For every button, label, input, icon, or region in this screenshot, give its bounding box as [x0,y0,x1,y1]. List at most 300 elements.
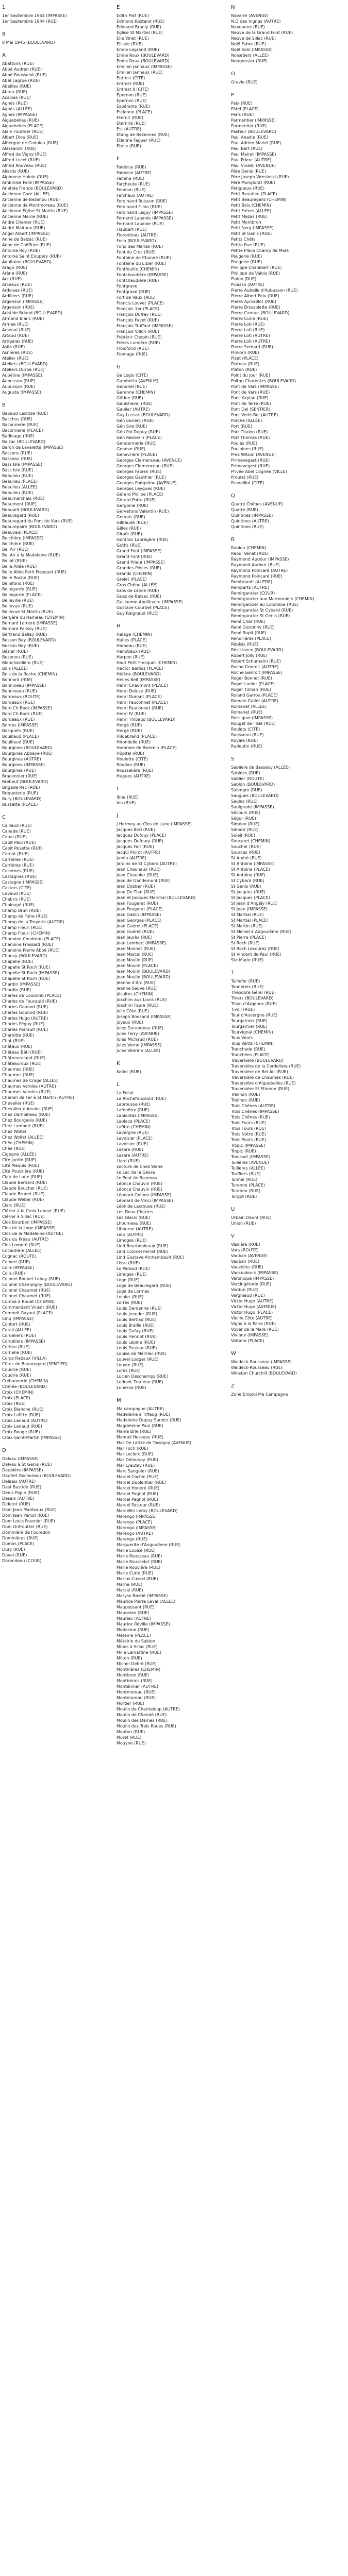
street-entry: Besson Bey (RUE) [2,643,39,648]
street-entry: Châtaux (RUE) [2,1044,32,1049]
street-entry: François Favet (RUE) [117,318,159,323]
street-entry: Léonard de Vinci (IMPASSE) [117,1198,173,1203]
street-entry: Port Thomas (RUE) [231,435,270,440]
street-entry: Medacine (RUE) [117,1628,150,1632]
street-entry: Saules (RUE) [231,799,258,804]
street-entry: Muret (RUE) [117,1735,142,1740]
street-entry: Jacqui Poirot (AUTRE) [117,850,160,855]
street-entry: Clos Lomeré (RUE) [2,1243,41,1247]
street-entry: Dury (RUE) [2,1547,25,1552]
street-entry: Henri Fauconnet (RUE) [117,706,163,710]
street-entry: La Foliat [117,1091,134,1095]
street-entry: Turenne (PLACE) [231,1183,266,1188]
street-entry: Jamin (AUTRE) [117,856,146,860]
street-entry: Bosquets (RUE) [2,728,35,733]
street-entry: Dominières (RUE) [2,1536,39,1540]
street-entry: Lorès (RUE) [117,1368,141,1373]
street-entry: Croix (RUE) [2,1401,26,1406]
street-entry: Allards (RUE) [2,169,29,174]
street-entry: St Antoine (RUE) [231,873,266,877]
street-entry: Daufert Rochereau (BOULEVARD) [2,1473,71,1478]
street-entry: Pierre Loti (RUE) [231,328,265,332]
section-letter: S [231,756,235,762]
street-entry: Rembrandt (AUTRE) [231,580,273,584]
street-entry: Beauvais (PLACE) [2,530,39,535]
street-entry: Petit Nerg (IMPASSE) [231,226,274,230]
street-entry: Denis Papin (RUE) [2,1490,40,1495]
street-entry: Artigalas (RUE) [2,339,34,344]
street-entry: Daubière (IMPASSE) [2,1468,43,1472]
street-entry: Lavoisier (PLACE) [117,1136,153,1141]
street-entry: Jean et Jacques Marchal (BOULEVARD) [117,895,196,900]
street-entry: Brigade Rac (RUE) [2,785,40,790]
street-entry: Joachim aux Lions (RUE) [117,997,167,1002]
street-entry: Charles Perrault (RUE) [2,1027,48,1032]
street-entry: Treilhon (RUE) [231,1098,260,1103]
street-entry: Lafitte (CHEMIN) [117,1125,151,1129]
street-entry: Madeleine Dupuy Sarnicr (RUE) [117,1418,181,1422]
street-entry: Georges Clemenceau (AVENUE) [117,458,182,463]
street-entry: Paul Adrien Mariel (RUE) [231,141,281,145]
street-entry: St Pierre (PLACE) [231,935,266,940]
street-entry: St Genis (RUE) [231,884,261,889]
street-entry: Mille Lamartine (RUE) [117,1650,161,1655]
street-entry: Navarre (AVENUE) [231,13,269,18]
street-entry: Bel Air (RUE) [2,547,29,552]
street-entry: Lisse (RUE) [117,1261,140,1265]
street-entry: Vauzelles (RUE) [231,1265,263,1269]
street-entry: Corlieu (RUE) [2,1345,30,1349]
street-entry: Léonide Lacrouse (RUE) [117,1204,166,1209]
street-entry: Tropic (RUE) [231,1149,256,1154]
street-entry: Edouard Branly (RUE) [117,25,161,29]
street-entry: François 1er (PLACE) [117,307,160,311]
street-entry: Quintines (IMPASSE) [231,513,273,518]
street-entry: Chanzy (BOULEVARD) [2,954,47,958]
street-entry: Vars (ROUTE) [231,1248,259,1252]
street-entry: Beaumont (RUE) [2,502,37,506]
street-entry: Gustave Courbet (PLACE) [117,605,169,610]
street-list [2,1456,108,1564]
street-entry: Picasso (AUTRE) [231,282,265,287]
street-entry: Delaais (AUTRE) [2,1479,36,1484]
street-entry: Champ Fleuri (RUE) [2,925,43,930]
street-entry: Montélimar (AUTRE) [117,1684,158,1689]
street-list [117,13,222,149]
street-entry: Trois Fours (RUE) [231,1121,266,1125]
street-entry: Capit Rosette (RUE) [2,846,43,851]
street-entry: Montbérais (RUE) [117,1679,153,1683]
letter-section [231,71,337,85]
street-entry: Marcel Honoré (RUE) [117,1486,160,1490]
street-entry: Gay Lussac (BOULEVARD) [117,413,170,417]
street-entry: Alessandri (RUE) [2,146,37,151]
street-entry: Lucien Deschamps (RUE) [117,1374,169,1379]
street-entry: Laplace (PLACE) [117,1119,151,1124]
letter-section [2,402,108,807]
street-entry: Mortier (RUE) [117,1701,144,1706]
street-entry: Marie Louise (RUE) [117,1548,156,1553]
street-entry: Henri Dunant (PLACE) [117,694,162,699]
street-entry: Chapelle St Roch (RUE) [2,965,51,970]
street-entry: Ambroise Paré (IMPASSE) [2,180,54,185]
street-entry: Louise de Mérillac (RUE) [117,1351,167,1356]
street-entry: Loge de Beauregard (RUE) [117,1283,172,1288]
street-entry: Métairie (PLACE) [117,1633,151,1638]
street-entry: Petit Frères (ALLÉE) [231,209,272,213]
street-entry: St Martin (RUE) [231,924,263,928]
street-entry: Belchière (IMPASSE) [2,536,44,540]
street-list [231,1359,337,1376]
street-entry: Gén Leclerc (RUE) [117,418,154,423]
street-entry: Henri Thibaud (BOULEVARD) [117,717,176,722]
street-entry: Romain Gallet (AUTRE) [231,699,278,703]
street-entry: Claude Brunet (RUE) [2,1192,45,1196]
street-entry: Alfred de Vigny (RUE) [2,152,47,157]
street-entry: Tison d'Argence (RUE) [231,1002,277,1006]
street-entry: Marengo (RUE) [117,1537,148,1541]
street-entry: Dest Bastide (RUE) [2,1485,42,1489]
street-entry: Mar Foch (RUE) [117,1446,148,1451]
section-letter: M [117,1398,121,1403]
street-entry: Pierre Aubelle d'Aubusson (RUE) [231,288,298,293]
street-entry: Romanet (RUE) [231,710,263,715]
street-entry: Bordeaux (RUE) [2,700,35,705]
street-entry: Grelet (PLACE) [117,577,147,582]
street-entry: Léonard Goinon (IMPASSE) [117,1193,172,1197]
street-entry: Louis Dardenne (RUE) [117,1306,162,1311]
street-entry: Jean Lambert (IMPASSE) [117,941,167,945]
street-entry: Houlette (CITÉ) [117,757,148,761]
street-entry: Belleville (RUE) [2,598,34,603]
street-list [117,164,222,357]
street-entry: Viviane (IMPASSE) [231,1333,269,1337]
street-entry: Peugerie (RUE) [231,254,262,259]
street-entry: Cinq (IMPASSE) [2,1316,34,1321]
street-entry: Trois Chênes (AUTRE) [231,1104,276,1108]
street-entry: Noël Kahl (IMPASSE) [231,47,273,52]
street-entry: Asile (RUE) [2,345,25,349]
street-list [2,13,108,24]
street-entry: Hôpital (RUE) [117,751,144,756]
section-letter: V [231,1233,235,1239]
street-entry: Harpon (RUE) [117,655,145,659]
street-entry: Beaumarchais (RUE) [2,496,45,501]
street-entry: La Rochefoucauld (RUE) [117,1096,167,1101]
street-entry: Remparts (AUTRE) [231,585,270,590]
street-entry: Côtes de Beauregard (SENTIER) [2,1362,68,1366]
street-entry: Raymond Audour (RUE) [231,563,280,567]
street-entry: Chez Wollet [2,1129,27,1134]
street-entry: Rudeutin (RUE) [231,744,263,749]
street-entry: Neuve de Sillac (RUE) [231,36,276,41]
street-entry: Aubusson (RUE) [2,379,36,383]
street-entry: Remirgancier St Genis (RUE) [231,614,290,618]
street-entry: Marne (RUE) [117,1582,143,1587]
street-entry: Jacques Dufoury (RUE) [117,839,163,843]
street-entry: Carnot (RUE) [2,852,29,856]
street-entry: Coudrie (RUE) [2,1373,31,1378]
street-entry: Vaslière (RUE) [231,1242,260,1247]
street-entry: Castagnes (RUE) [2,874,37,879]
street-entry: Pruneillot (CITÉ) [231,481,264,485]
street-entry: Foch (BOULEVARD) [117,239,156,243]
street-entry: Hergé (RUE) [117,728,142,733]
street-entry: Rousselière (RUE) [117,768,154,773]
street-entry: Clos Bourbon (IMPASSE) [2,1220,52,1225]
street-entry: Genevrière (PLACE) [117,452,157,457]
street-entry: Émile Roux (BOULEVARD) [117,53,170,58]
street-entry: Victor Hugo (PLACE) [231,1310,273,1315]
street-entry: Clerc (RUE) [2,1203,26,1208]
street-entry: Traversière d'Aiguebelles (RUE) [231,1081,296,1086]
street-entry: Trois Notre (RUE) [231,1132,266,1137]
street-entry: Canal (RUE) [2,835,27,839]
street-entry: Siméon (RUE) [231,822,260,826]
street-entry: Castors (CITÉ) [2,886,31,890]
street-entry: Port Chalon (RUE) [231,430,268,434]
street-list [231,1215,337,1226]
street-entry: Bouillaud (PLACE) [2,734,39,739]
street-entry: Tous Vents [231,1036,253,1040]
street-entry: Jacques Dufouy (PLACE) [117,833,167,838]
street-entry: St Antoine (IMPASSE) [231,861,275,866]
street-entry: Parmentier (IMPASSE) [231,118,276,123]
street-list [231,13,337,64]
street-entry: Dom Jean Penoit (RUE) [2,1513,49,1518]
street-entry: Frères Lumière (RUE) [117,341,160,345]
street-entry: Bouillaud (RUE) [2,740,35,744]
section-letter: 1 [2,5,6,10]
street-entry: Pierre Curie (RUE) [231,316,268,321]
street-entry: Raoul Venat (RUE) [231,551,269,556]
street-entry: Montmoreau (RUE) [117,1696,156,1700]
street-entry: Emilien Jannaux (RUE) [117,70,163,75]
section-letter: U [231,1207,235,1212]
street-entry: Helles Bell (IMPASSE) [117,677,160,682]
street-entry: Cigogne (ALLÉE) [2,1152,37,1157]
street-entry: Voyer de la Mare (RUE) [231,1327,279,1332]
section-letter: T [231,970,235,976]
street-entry: Chêe (RUE) [2,1146,26,1151]
street-entry: Waldeck-Rousseau (IMPASSE) [231,1360,292,1364]
street-entry: St André (RUE) [231,856,262,860]
street-entry: Petits Chêts [231,237,256,242]
street-entry: Soucaret (CHEMIN) [231,839,271,843]
section-letter: L [117,1082,120,1088]
street-entry: Primevegest (RUE) [231,458,270,463]
street-entry: Châteauroux (RUE) [2,1061,42,1066]
letter-section [117,623,222,779]
street-entry: Blanchardière (RUE) [2,660,44,665]
street-entry: Soleil (RUE) [231,833,255,838]
street-entry: Ellisée (RUE) [117,42,143,46]
street-entry: Claude Boucher (RUE) [2,1186,48,1191]
street-entry: Lazare (RUE) [117,1147,143,1152]
street-entry: Belle Allée Petit Fresquet (RUE) [2,570,67,574]
street-entry: 1er Septembre 1944 (IMPASSE) [2,13,67,18]
street-entry: Claude Weber (RUE) [2,1197,44,1202]
street-entry: Anne de Coëffure (RUE) [2,243,51,247]
street-entry: St Martial (RUE) [231,912,264,917]
street-entry: Soucher (RUE) [231,844,261,849]
street-entry: André Malraux (RUE) [2,226,45,230]
street-entry: Champ de la Treyerie (AUTRE) [2,920,64,924]
street-entry: Abbé Audren (RUE) [2,67,42,72]
street-entry: Paul Prieur (AUTRE) [231,158,272,162]
letter-section [231,1233,337,1344]
street-entry: Ferchaux (AUTRE) [117,193,154,198]
street-entry: Poitou Charentes (BOULEVARD) [231,379,296,383]
street-entry: Ateliers (BOULEVARD) [2,362,48,366]
street-entry: Jules Durandeau (RUE) [117,1026,164,1030]
street-entry: Trois Ponts (RUE) [231,1138,266,1142]
street-entry: Angel Albert (IMPASSE) [2,231,50,236]
street-entry: Dom Jean Marévaux (RUE) [2,1507,57,1512]
street-entry: Quatre Chênes (AVENUE) [231,502,283,506]
street-entry: Albergue de Cadaleu (RUE) [2,141,58,145]
street-entry: Gambetta (AVENUE) [117,379,159,383]
street-entry: Moulin de Chandé (RUE) [117,1713,167,1717]
street-entry: Armand Blanc (RUE) [2,316,44,321]
street-entry: Chaumes (RUE) [2,1073,35,1077]
street-entry: Aiguebelles (RUE) [2,118,39,123]
street-entry: Pres Wilson (AVENUE) [231,452,276,457]
street-entry: Guy Raignaud (RUE) [117,611,159,616]
street-entry: Bois de la Roche (CHEMIN) [2,672,57,676]
street-entry: Répisis (RUE) [231,642,259,647]
street-entry: Pierre Cannus (BOULEVARD) [231,311,290,315]
street-entry: Ga Logis (CITÉ) [117,373,148,378]
street-entry: Aristide Briand (BOULEVARD) [2,311,63,315]
street-entry: Champ Brun (RUE) [2,908,41,913]
street-entry: St Roch (RUE) [231,941,260,945]
section-letter: F [117,156,120,162]
street-entry: Halles (PLACE) [117,638,147,642]
street-list [117,632,222,779]
street-entry: Clos de la Madeleine (AUTRE) [2,1231,63,1236]
street-entry: St Martial (PLACE) [231,918,269,923]
street-entry: Emilien Jannaux (IMPASSE) [117,64,172,69]
street-entry: Ferdinand Buisson (RUE) [117,199,168,204]
street-entry: Labrousse (RUE) [117,1102,151,1107]
street-entry: Raymond Poincaré (RUE) [231,574,283,579]
street-list [231,978,337,1199]
letter-section [231,756,337,963]
street-entry: Bellevue (RUE) [2,604,33,608]
street-entry: Loinier (RUE) [117,1295,144,1299]
street-entry: Arceaux (RUE) [2,282,32,287]
street-entry: Bord Ch.Bock (IMPASSE) [2,706,52,710]
street-entry: Entrest (RUE) [117,81,144,86]
street-entry: Royale (RUE) [231,738,258,743]
street-entry: Waldeck-Rousseau (RUE) [231,1365,283,1370]
street-entry: Braconnier (RUE) [2,774,38,778]
street-entry: Bonniveau (IMPASSE) [2,683,46,688]
section-letter: K [117,1061,120,1066]
street-entry: Primevegest (RUE) [231,464,270,468]
street-entry: Faidoise (AUTRE) [117,171,152,175]
street-entry: Garenne (CHEMIN) [117,390,155,395]
street-entry: Paul Bert (RUE) [231,146,263,151]
street-entry: Gandhel (RUE) [117,384,147,389]
street-entry: Père Joseph Wresinski (RUE) [231,175,289,179]
letter-section [231,493,337,530]
street-entry: Bass Isle (IMPASSE) [2,462,42,467]
section-letter: W [231,1351,236,1357]
street-entry: Montbron (RUE) [117,1673,150,1677]
street-entry: René Goscinny (RUE) [231,625,275,630]
street-entry: Dom Louis Fournier (RUE) [2,1519,55,1523]
street-entry: Émile Roux (BOULEVARD) [117,59,170,63]
street-entry: Louvel Lodger (RUE) [117,1357,159,1362]
section-letter: P [231,92,235,98]
street-entry: Bussatte (PLACE) [2,802,38,807]
street-entry: Salengro (RUE) [231,788,262,792]
street-entry: Jacques Fait (RUE) [117,844,154,849]
street-entry: Louis Dufay (RUE) [117,1329,154,1333]
street-entry: Casernes (RUE) [2,869,35,873]
street-entry: Petit Beauregard (CHEMIN) [231,197,287,202]
street-list [231,1392,337,1397]
street-entry: Jean Georges (PLACE) [117,918,162,923]
street-entry: Roudan (RUE) [117,762,145,767]
street-entry: Renollières (PLACE) [231,636,272,641]
street-entry: Marcel Duplantier (RUE) [117,1480,167,1485]
street-list [231,765,337,963]
letter-section [117,812,222,1054]
street-entry: Jacques Brel (RUE) [117,827,155,832]
street-entry: Marcellin Leroy (BOULEVARD) [117,1509,178,1513]
street-entry: Philippe de Valois (RUE) [231,271,280,276]
street-entry: Loge de Lormes [117,1289,150,1294]
street-entry: Sablon (BOULEVARD) [231,782,275,787]
street-entry: Flaubert (RUE) [117,227,147,232]
street-entry: Chêe (CHEMIN) [2,1141,34,1145]
street-entry: Louis Jeander (RUE) [117,1312,158,1316]
street-entry: Beaulieu (PLACE) [2,479,38,484]
street-entry: Joseph Bodsand (IMPASSE) [117,1014,172,1019]
street-entry: Grand Font (RUE) [117,554,153,559]
street-entry: Ancienne de Montmoreau (RUE) [2,203,69,208]
street-entry: Rabion (CHEMIN) [231,546,267,550]
street-entry: Chapelle (RUE) [2,959,34,964]
street-entry: Clérier à la Croix Lahaut (RUE) [2,1209,65,1213]
street-entry: Ancienne Mairie (RUE) [2,214,48,219]
street-entry: Truffiers (RUE) [231,1172,261,1176]
street-entry: Clérier à Sillac (RUE) [2,1214,45,1219]
street-entry: St Jacques (PLACE) [231,895,270,900]
street-entry: Charles Gounod (RUE) [2,1010,48,1015]
street-entry: Goths (RUE) [117,543,142,548]
street-entry: Pierre Brossolette (RUE) [231,305,280,310]
street-entry: Pierre Loti (AUTRE) [231,339,270,344]
street-entry: Charles Péguy (RUE) [2,1022,45,1026]
street-entry: Moulin de Chanteloup (AUTRE) [117,1707,180,1711]
street-entry: Raymond Poincaré (AUTRE) [231,568,288,573]
street-entry: Tranchade (RUE) [231,1047,266,1052]
street-entry: Dalvau à St Genis (RUE) [2,1462,52,1467]
street-entry: Marie Rousselot (RUE) [117,1560,162,1564]
street-entry: Le Pont de Bezenou [117,1176,158,1180]
street-list [2,823,108,1440]
street-entry: Pierre Semard (RUE) [231,345,273,349]
street-entry: Georges Gauthier (RUE) [117,475,166,480]
street-entry: Beaulieu (ALLÉE) [2,485,38,489]
street-entry: Croix Blanche (RUE) [2,1407,44,1412]
street-entry: Croix-Saint-Martin (IMPASSE) [2,1435,62,1440]
street-entry: Privée Abel Cognée (VILLE) [231,469,287,474]
